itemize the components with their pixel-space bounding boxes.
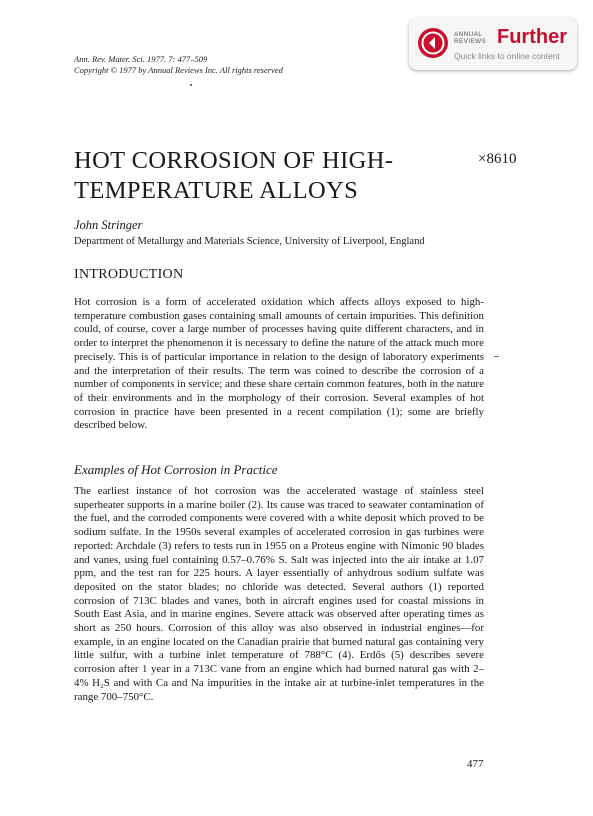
annual-reviews-logo-text: ANNUAL REVIEWS [454,31,487,45]
title-line-1: HOT CORROSION OF HIGH- [74,147,394,174]
margin-mark [494,356,499,357]
further-label: Further [497,26,567,48]
further-tagline: Quick links to online content [454,51,560,61]
article-title [74,146,393,206]
further-badge[interactable] [409,18,577,70]
examples-heading: Examples of Hot Corrosion in Practice [74,462,278,477]
introduction-heading: INTRODUCTION [74,267,184,282]
introduction-paragraph: Hot corrosion is a form of accelerated oxidation which affects alloys exposed to high-temperature combustion gases containing small amounts of certain impurities. This definition could, of course, cover a large number of processes having quite different characters, and in order to interpret the phenomenon it is necessary to define the nature of the attack much more precisely. This is of particular importance in relation to the design of laboratory experiments and the interpretation of their results. The term was coined to describe the corrosion of a number of components in service; and these share certain common features, both in the nature of their environments and in the morphology of their corrosion. Several examples of hot corrosion in practice have been presented in a recent compilation (1); some are briefly described below. [74,296,484,432]
stray-dot [190,84,192,86]
page-number: 477 [467,758,484,770]
copyright-notice: Copyright © 1977 by Annual Reviews Inc. All rights reserved [74,65,283,75]
chevron-left-icon [418,28,448,58]
examples-paragraph: The earliest instance of hot corrosion was the accelerated wastage of stainless steel superheater supports in a marine boiler (2). Its cause was traced to seawater contamination of the fuel, and the corroded components were covered with a white deposit which proved to be sodium sulfate. In the 1950s several examples of accelerated corrosion in gas turbines were reported: Archdale (3) refers to tests run in 1955 on a Proteus engine with Nimonic 90 blades and vanes, using fuel containing 0.57–0.76% S. Salt was injected into the air intake at 1.07 ppm, and the test ran for 225 hours. A layer essentially of anhydrous sodium sulfate was deposited on the stator blades; no chloride was detected. Several authors (1) reported corrosion of 713C blades and vanes, both in aircraft engines used for coastal missions in South East Asia, and in marine engines. Severe attack was observed after operating times as short as 250 hours. Corrosion of this alloy was also observed in industrial engines—for example, in an engine located on the Canadian prairie that burned natural gas containing very little sulfur, with a turbine inlet temperature of 788°C (4). Erdős (5) describes severe corrosion after 1 year in a 713C vane from an engine which had burned natural gas with 2–4% H₂S and with Ca and Na impurities in the intake air at turbine-inlet temperatures in the range 700–750°C. [74,485,484,703]
title-line-2: TEMPERATURE ALLOYS [74,177,359,204]
author-name: John Stringer [74,218,143,232]
journal-citation: Ann. Rev. Mater. Sci. 1977. 7: 477–509 [74,54,208,64]
article-code: ×8610 [478,151,517,167]
journal-citation-block [74,54,283,76]
author-affiliation: Department of Metallurgy and Materials Science, University of Liverpool, England [74,236,425,247]
